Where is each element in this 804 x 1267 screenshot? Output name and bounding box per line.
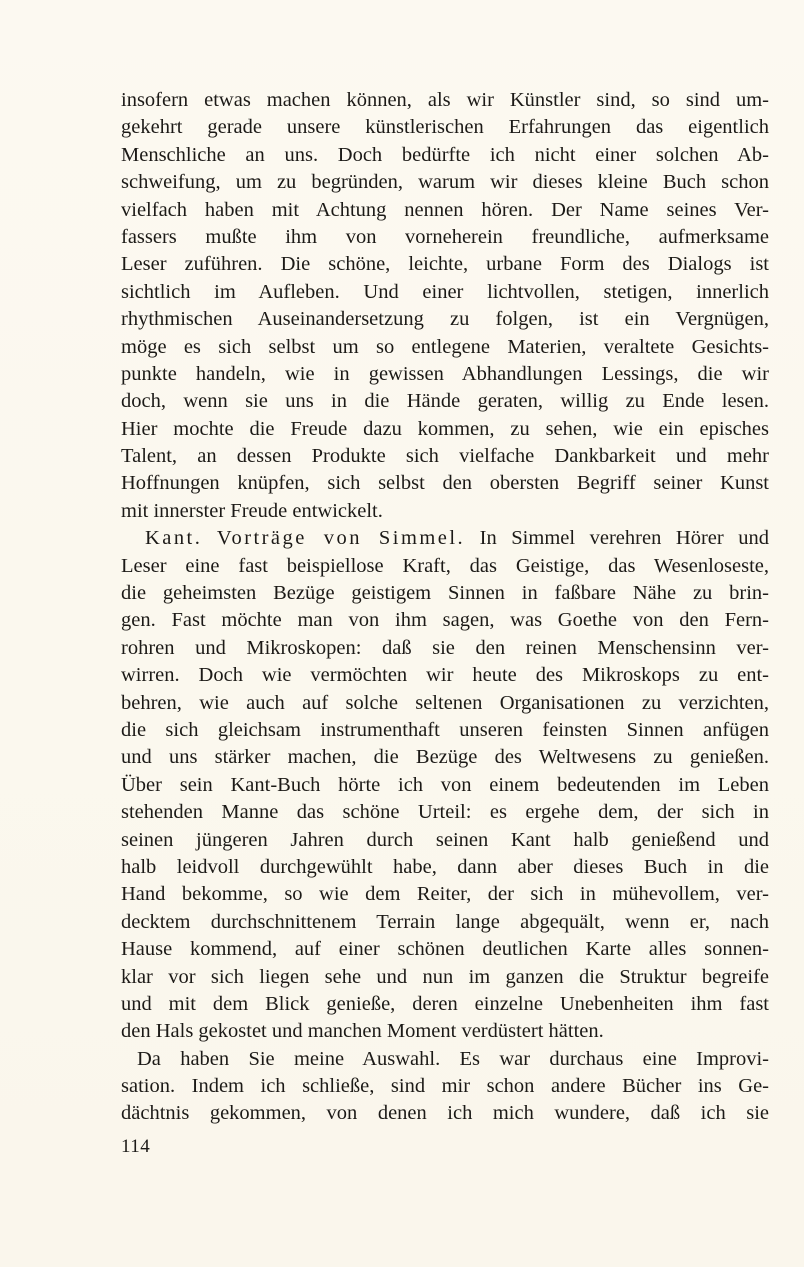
text-line: dächtnis gekommen, von denen ich mich wundere, daß ich sie (121, 1102, 769, 1125)
text-line: Über sein Kant-Buch hörte ich von einem bedeutenden im Leben (121, 773, 769, 796)
heading-kant: Kant. (145, 527, 203, 550)
text-line: decktem durchschnittenem Terrain lange abgequält, wenn er, nach (121, 910, 769, 933)
text-line: rohren und Mikroskopen: daß sie den reinen Menschensinn ver- (121, 636, 769, 659)
heading-rest: In Simmel verehren Hörer und (479, 527, 770, 550)
text-line: seinen jüngeren Jahren durch seinen Kant halb genießend und (121, 828, 769, 851)
text-line: insofern etwas machen können, als wir Künstler sind, so sind um- (121, 89, 769, 111)
text-line: klar vor sich liegen sehe und nun im ganzen die Struktur begreife (121, 965, 769, 988)
text-line: mit innerster Freude entwickelt. (121, 499, 383, 522)
text-line: fassers mußte ihm von vorneherein freundliche, aufmerksame (121, 225, 769, 248)
text-line: Hoffnungen knüpfen, sich selbst den obersten Begriff seiner Kunst (121, 472, 769, 495)
text-line: Talent, an dessen Produkte sich vielfache Dankbarkeit und mehr (121, 445, 769, 468)
text-line: sichtlich im Aufleben. Und einer lichtvollen, stetigen, innerlich (121, 280, 769, 303)
text-line: rhythmischen Auseinandersetzung zu folgen, ist ein Vergnügen, (121, 308, 769, 331)
text-line: doch, wenn sie uns in die Hände geraten, willig zu Ende lesen. (121, 390, 769, 413)
text-line (121, 1046, 769, 1073)
text-line: Leser zuführen. Die schöne, leichte, urbane Form des Dialogs ist (121, 253, 769, 276)
text-line: vielfach haben mit Achtung nennen hören. Der Name seines Ver- (121, 198, 769, 221)
text-line: Leser eine fast beispiellose Kraft, das Geistige, das Wesenloseste, (121, 554, 769, 577)
text-line: Menschliche an uns. Doch bedürfte ich nicht einer solchen Ab- (121, 143, 769, 166)
section-heading-line (121, 525, 769, 552)
text-line: die sich gleichsam instrumenthaft unseren feinsten Sinnen anfügen (121, 718, 769, 741)
text-line: den Hals gekostet und manchen Moment verdüstert hätten. (121, 1020, 604, 1043)
text-line: behren, wie auch auf solche seltenen Organisationen zu verzichten, (121, 691, 769, 714)
text-line: stehenden Manne das schöne Urteil: es ergehe dem, der sich in (121, 801, 769, 824)
text-line: sation. Indem ich schließe, sind mir schon andere Bücher ins Ge- (121, 1075, 769, 1098)
text-line: Hand bekomme, so wie dem Reiter, der sich in mühevollem, ver- (121, 883, 769, 906)
text-line: gekehrt gerade unsere künstlerischen Erfahrungen das eigentlich (121, 116, 769, 139)
text-line: Hause kommend, auf einer schönen deutlichen Karte alles sonnen- (121, 938, 769, 961)
paragraph-start: Da haben Sie meine Auswahl. Es war durchaus eine Improvi- (137, 1047, 769, 1070)
text-line: und uns stärker machen, die Bezüge des Weltwesens zu genießen. (121, 746, 769, 769)
text-line: wirren. Doch wie vermöchten wir heute des Mikroskops zu ent- (121, 664, 769, 687)
page-number: 114 (121, 1136, 151, 1157)
text-line: Hier mochte die Freude dazu kommen, zu sehen, wie ein episches (121, 417, 769, 440)
body-text (121, 87, 769, 1128)
text-line: und mit dem Blick genieße, deren einzelne Unebenheiten ihm fast (121, 992, 769, 1015)
heading-vortraege: Vorträge von Simmel. (216, 527, 466, 550)
text-line: halb leidvoll durchgewühlt habe, dann aber dieses Buch in die (121, 855, 769, 878)
text-line: gen. Fast möchte man von ihm sagen, was Goethe von den Fern- (121, 609, 769, 632)
text-line: schweifung, um zu begründen, warum wir dieses kleine Buch schon (121, 171, 769, 194)
text-line: möge es sich selbst um so entlegene Materien, veraltete Gesichts- (121, 335, 769, 358)
text-line: die geheimsten Bezüge geistigem Sinnen in faßbare Nähe zu brin- (121, 582, 769, 605)
text-line: punkte handeln, wie in gewissen Abhandlungen Lessings, die wir (121, 362, 769, 385)
